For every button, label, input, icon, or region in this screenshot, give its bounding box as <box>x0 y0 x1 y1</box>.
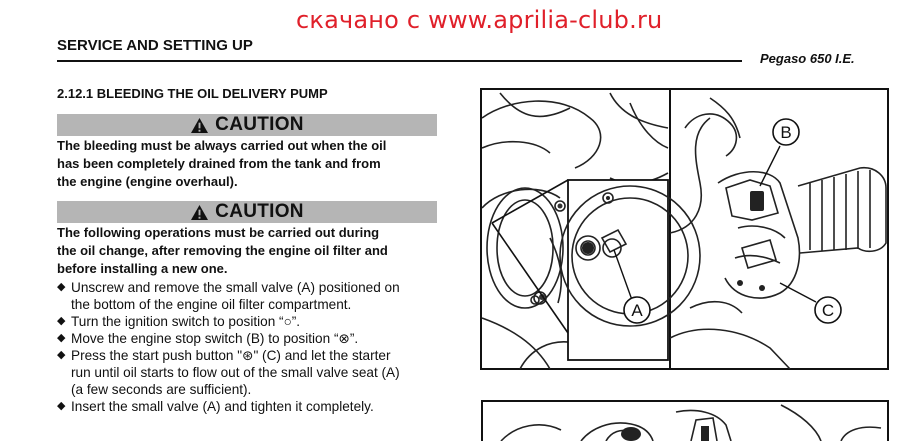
watermark: скачано с www.aprilia-club.ru <box>296 6 663 34</box>
caution-text-line: the engine (engine overhaul). <box>57 174 238 189</box>
caution-label: CAUTION <box>215 114 304 135</box>
step-item <box>57 313 447 330</box>
callout-c-label: C <box>821 301 835 320</box>
caution-text-line: before installing a new one. <box>57 261 228 276</box>
callout-a-label: A <box>631 301 643 320</box>
caution-text-line: has been completely drained from the tank and from <box>57 156 381 171</box>
callout-b-label: B <box>780 123 792 142</box>
step-text-line: Insert the small valve (A) and tighten it completely. <box>71 399 374 414</box>
step-text-line: run until oil starts to flow out of the small valve seat (A) <box>71 365 400 380</box>
warning-triangle-icon <box>190 117 209 134</box>
model-name: Pegaso 650 I.E. <box>760 51 855 66</box>
step-text-line: (a few seconds are sufficient). <box>71 382 252 397</box>
caution-text-line: The following operations must be carried out during <box>57 225 380 240</box>
step-item <box>57 398 447 415</box>
caution-banner <box>57 114 437 136</box>
bleeding-procedure-illustration <box>480 88 889 370</box>
page-header-title: SERVICE AND SETTING UP <box>57 37 253 54</box>
step-item <box>57 347 447 398</box>
step-text-line: Move the engine stop switch (B) to position “⊗”. <box>71 331 359 346</box>
diamond-bullet-icon: ◆ <box>57 315 66 327</box>
caution-text-line: The bleeding must be always carried out when the oil <box>57 138 387 153</box>
caution-label: CAUTION <box>215 201 304 222</box>
caution-text <box>57 224 441 278</box>
section-heading: 2.12.1 BLEEDING THE OIL DELIVERY PUMP <box>57 86 328 101</box>
warning-triangle-icon <box>190 204 209 221</box>
step-item <box>57 279 447 313</box>
procedure-steps <box>57 279 447 415</box>
diamond-bullet-icon: ◆ <box>57 281 66 293</box>
caution-text-line: the oil change, after removing the engine oil filter and <box>57 243 388 258</box>
step-text-line: Unscrew and remove the small valve (A) positioned on <box>71 280 400 295</box>
step-item <box>57 330 447 347</box>
header-rule <box>57 60 742 62</box>
diamond-bullet-icon: ◆ <box>57 332 66 344</box>
diamond-bullet-icon: ◆ <box>57 349 66 361</box>
diamond-bullet-icon: ◆ <box>57 400 66 412</box>
caution-banner <box>57 201 437 223</box>
caution-text <box>57 137 441 191</box>
step-text-line: Turn the ignition switch to position “○”. <box>71 314 301 329</box>
step-text-line: Press the start push button "⊛" (C) and let the starter <box>71 348 391 363</box>
second-illustration <box>481 400 889 441</box>
step-text-line: the bottom of the engine oil filter compartment. <box>71 297 352 312</box>
